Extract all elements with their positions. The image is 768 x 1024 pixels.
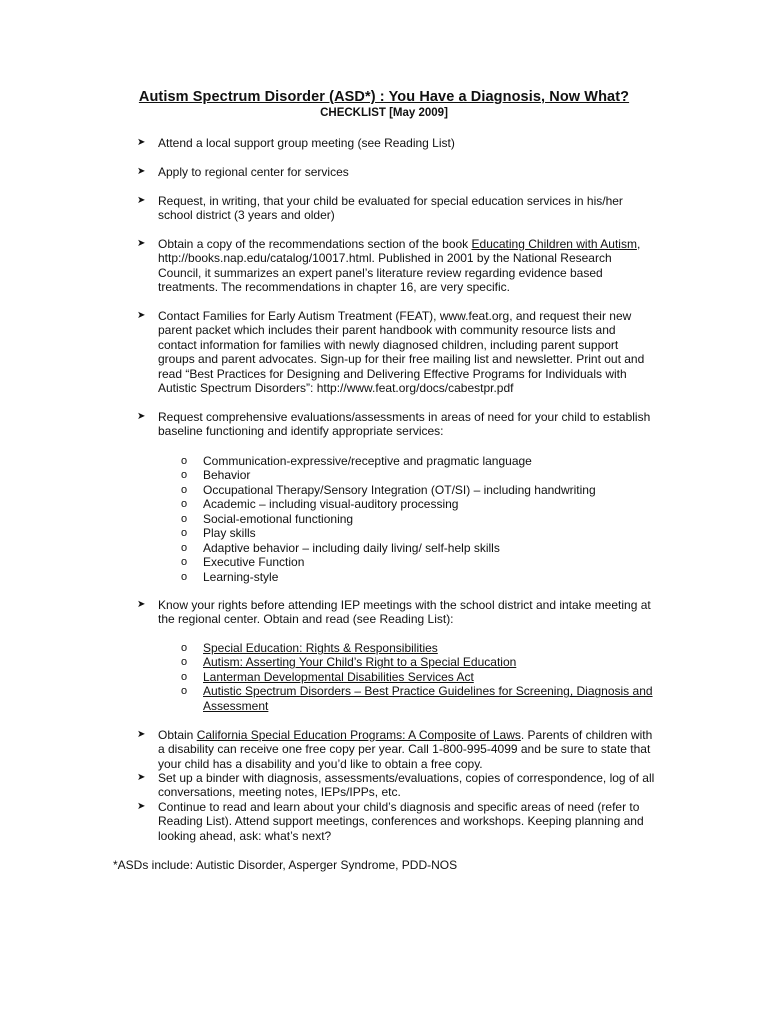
circle-bullet-icon: o (181, 570, 188, 583)
checklist-item (137, 136, 657, 150)
resource-link[interactable]: Autistic Spectrum Disorders – Best Practice Guidelines for Screening, Diagnosis and Assessment (203, 684, 653, 713)
checklist-item (137, 598, 657, 627)
checklist-item (137, 165, 657, 179)
arrow-bullet-icon: ➤ (137, 195, 146, 206)
circle-bullet-icon: o (181, 656, 188, 669)
checklist-item (137, 309, 657, 395)
checklist-item-text: Request comprehensive evaluations/assessments in areas of need for your child to establish baseline functioning and identify appropriate services: (158, 410, 651, 439)
resource-link[interactable]: Autism: Asserting Your Child’s Right to a Special Education (203, 655, 517, 670)
publication-link[interactable]: California Special Education Programs: A Composite of Laws (196, 728, 521, 742)
list-item (181, 655, 661, 669)
arrow-bullet-icon: ➤ (137, 801, 146, 812)
list-item: o Behavior (181, 468, 251, 483)
arrow-bullet-icon: ➤ (137, 599, 146, 610)
arrow-bullet-icon: ➤ (137, 411, 146, 422)
list-item: o Executive Function (181, 555, 305, 570)
resource-link[interactable]: Special Education: Rights & Responsibilities (203, 641, 438, 655)
list-item (181, 641, 661, 655)
evaluation-areas-list (181, 454, 661, 584)
circle-bullet-icon: o (181, 455, 188, 467)
checklist-item (137, 800, 657, 843)
checklist-item (137, 410, 657, 439)
footnote: *ASDs include: Autistic Disorder, Asperger Syndrome, PDD-NOS (113, 858, 458, 872)
arrow-bullet-icon: ➤ (137, 166, 146, 177)
list-item: o Play skills (181, 526, 256, 541)
checklist-item (137, 194, 657, 223)
circle-bullet-icon: o (181, 642, 188, 654)
checklist-item-text: Continue to read and learn about your child’s diagnosis and specific areas of need (refer to Reading List). Attend support meetings, conferences and workshops. Keeping planning and looking ahead, ask: what’s next? (158, 800, 644, 843)
arrow-bullet-icon: ➤ (137, 238, 146, 249)
book-link[interactable]: Educating Children with Autism (471, 237, 637, 251)
list-item: o Occupational Therapy/Sensory Integration (OT/SI) – including handwriting (181, 482, 596, 497)
circle-bullet-icon: o (181, 512, 188, 525)
checklist-item (137, 237, 657, 295)
list-item: o Academic – including visual-auditory processing (181, 497, 459, 512)
circle-bullet-icon: o (181, 527, 188, 540)
checklist-item (137, 728, 657, 771)
arrow-bullet-icon: ➤ (137, 137, 146, 148)
checklist-item-text: Request, in writing, that your child be evaluated for special education services in his/her school district (3 years and older) (158, 194, 623, 223)
circle-bullet-icon: o (181, 498, 188, 511)
circle-bullet-icon: o (181, 541, 188, 554)
checklist-item-text: Know your rights before attending IEP meetings with the school district and intake meeting at the regional center. Obtain and read (see Reading List): (158, 598, 651, 627)
circle-bullet-icon: o (181, 670, 188, 683)
page-subtitle: CHECKLIST [May 2009] (320, 107, 448, 119)
circle-bullet-icon: o (181, 483, 188, 496)
checklist-item-text: Set up a binder with diagnosis, assessments/evaluations, copies of correspondence, log of all conversations, meeting notes, IEPs/IPPs, etc. (158, 771, 655, 800)
checklist-item-text: Obtain a copy of the recommendations section of the book Educating Children with Autism, http://books.nap.edu/catalog/10017.html. Published in 2001 by the National Research Council, it summarizes an expert panel’s literature review regarding evidence based treatments. The recommendations in chapter 16, are very specific. (158, 237, 641, 295)
checklist-item-text: Obtain California Special Education Programs: A Composite of Laws. Parents of children with a disability can receive one free copy per year. Call 1-800-995-4099 and be sure to state that your child has a disability and you’d like to obtain a free copy. (158, 728, 653, 771)
list-item: o Learning-style (181, 569, 279, 584)
checklist-item-text: Apply to regional center for services (158, 165, 349, 179)
page-title: Autism Spectrum Disorder (ASD*) : You Have a Diagnosis, Now What? (138, 89, 630, 105)
checklist-item-text: Contact Families for Early Autism Treatment (FEAT), www.feat.org, and request their new parent packet which includes their parent handbook with community resource lists and contact information for families with newly diagnosed children, including parent support groups and parent advocates. Sign-up for their free mailing list and newsletter. Print out and read “Best Practices for Designing and Delivering Effective Programs for Individuals with Autistic Spectrum Disorders”: http://www.feat.org/docs/cabestpr.pdf (158, 309, 645, 396)
arrow-bullet-icon: ➤ (137, 310, 146, 321)
checklist-item (137, 771, 657, 800)
rights-resources-list (181, 641, 661, 713)
list-item: o Social-emotional functioning (181, 511, 354, 526)
circle-bullet-icon: o (181, 556, 188, 569)
list-item: o Adaptive behavior – including daily living/ self-help skills (181, 540, 500, 555)
arrow-bullet-icon: ➤ (137, 772, 146, 783)
arrow-bullet-icon: ➤ (137, 729, 146, 740)
list-item: o Communication-expressive/receptive and pragmatic language (181, 454, 532, 468)
list-item (181, 684, 661, 713)
list-item (181, 670, 661, 684)
checklist-item-text: Attend a local support group meeting (see Reading List) (158, 136, 455, 150)
circle-bullet-icon: o (181, 469, 188, 482)
resource-link[interactable]: Lanterman Developmental Disabilities Services Act (203, 669, 474, 684)
circle-bullet-icon: o (181, 685, 188, 698)
